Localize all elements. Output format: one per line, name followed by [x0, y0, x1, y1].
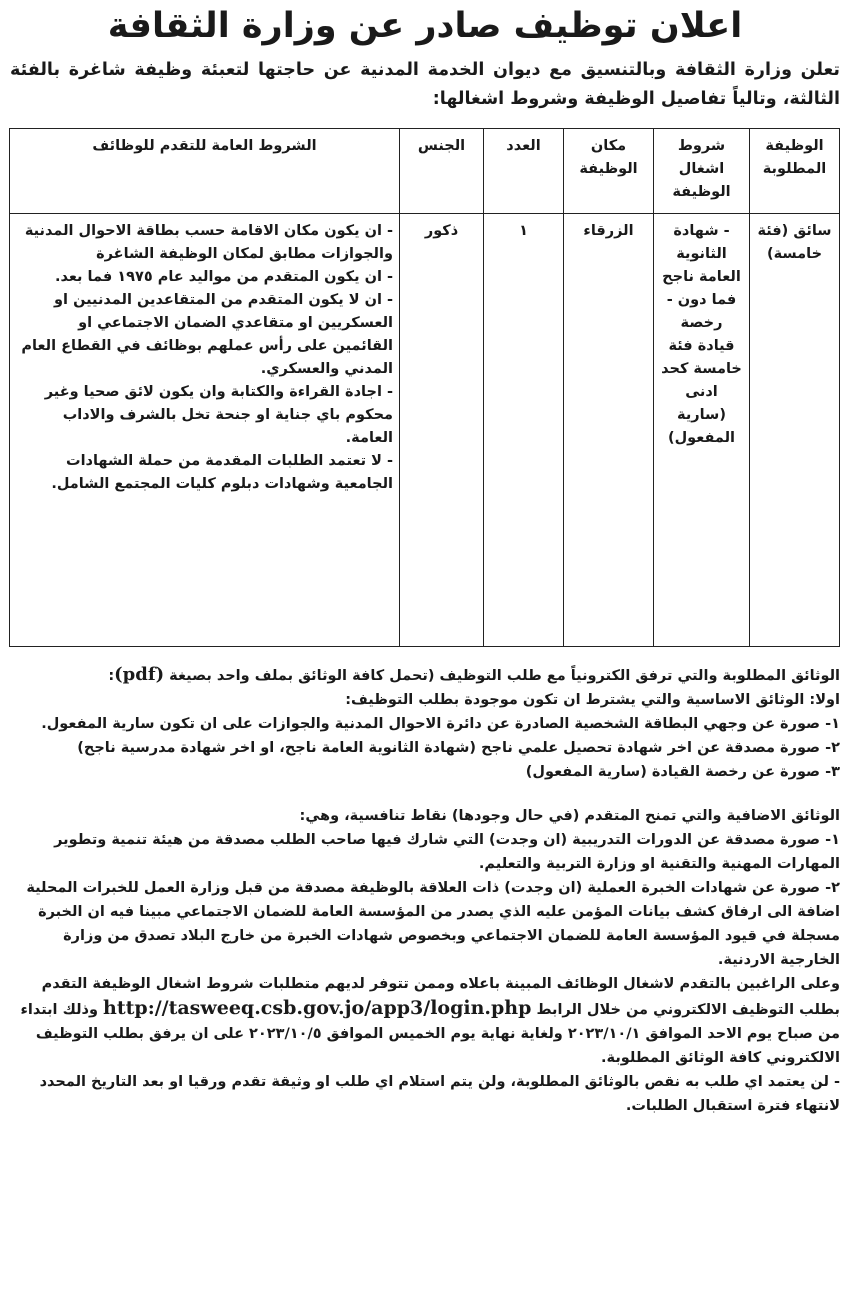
apply-dates-text: وذلك ابتداء من صباح يوم الاحد الموافق ٢٠٢٣/١٠/١ ولغاية نهاية يوم الخميس الموافق ٢٠٢٣/١٠/٥ على ان يرفق بطلب التوظيف الالكتروني كافة الوثائق المطلوبة. [20, 1002, 840, 1066]
general-condition-item: - ان يكون مكان الاقامة حسب بطاقة الاحوال المدنية والجوازات مطابق لمكان الوظيفة الشاغرة [24, 223, 393, 262]
cell-gender: ذكور [400, 214, 484, 647]
header-conditions: شروط اشغال الوظيفة [654, 129, 750, 214]
cell-conditions: - شهادة الثانوية العامة ناجح فما دون - رخصة قيادة فئة خامسة كحد ادنى (سارية المفعول) [654, 214, 750, 647]
required-docs-text: الوثائق المطلوبة والتي ترفق الكترونياً مع طلب التوظيف (تحمل كافة الوثائق بملف واحد بصيغة [169, 668, 840, 684]
header-job: الوظيفة المطلوبة [750, 129, 840, 214]
final-note: - لن يعتمد اي طلب به نقص بالوثائق المطلوبة، ولن يتم استلام اي طلب او وثيقة تقدم ورقيا او بعد التاريخ المحدد لانتهاء فترة استقبال الطلبات. [39, 1074, 840, 1114]
cell-job: سائق (فئة خامسة) [750, 214, 840, 647]
general-condition-item: - لا تعتمد الطلبات المقدمة من حملة الشهادات الجامعية وشهادات دبلوم كليات المجتمع الشامل. [51, 453, 393, 492]
table-row [10, 214, 840, 647]
header-count: العدد [484, 129, 564, 214]
header-location: مكان الوظيفة [564, 129, 654, 214]
cell-general-conditions [10, 214, 400, 647]
apply-text: وعلى الراغبين بالتقدم لاشغال الوظائف المبينة باعلاه وممن تتوفر لديهم متطلبات شروط اشغال الوظيفة التقدم بطلب التوظيف الالكتروني من خلال الرابط [41, 976, 840, 1018]
page-title: اعلان توظيف صادر عن وزارة الثقافة [107, 6, 743, 46]
basic-doc-item: ٣- صورة عن رخصة القيادة (سارية المفعول) [525, 764, 840, 780]
pdf-format: (pdf) [114, 664, 165, 685]
apply-paragraph [10, 972, 840, 1070]
basic-docs-intro: اولا: الوثائق الاساسية والتي يشترط ان تكون موجودة بطلب التوظيف: [345, 692, 840, 708]
cell-count: ١ [484, 214, 564, 647]
jobs-table [9, 128, 840, 647]
extra-docs-intro: الوثائق الاضافية والتي تمنح المتقدم (في حال وجودها) نقاط تنافسية، وهي: [299, 808, 840, 824]
basic-doc-item: ١- صورة عن وجهي البطاقة الشخصية الصادرة عن دائرة الاحوال المدنية والجوازات على ان تكون سارية المفعول. [41, 716, 840, 732]
required-docs-intro [10, 663, 840, 688]
table-header-row [10, 129, 840, 214]
intro-paragraph: تعلن وزارة الثقافة وبالتنسيق مع ديوان الخدمة المدنية عن حاجتها لتعبئة وظيفة شاغرة بالفئة الثالثة، وتالياً تفاصيل الوظيفة وشروط اشغالها: [10, 60, 840, 109]
general-condition-item: - ان لا يكون المتقدم من المتقاعدين المدنيين او العسكريين او متقاعدي الضمان الاجتماعي او القائمين على رأس عملهم بوظائف في القطاع العام المدني والعسكري. [21, 292, 393, 377]
cell-location: الزرقاء [564, 214, 654, 647]
application-link[interactable]: http://tasweeq.csb.gov.jo/app3/login.php [103, 997, 532, 1019]
documents-section [10, 663, 840, 1118]
general-condition-item: - اجادة القراءة والكتابة وان يكون لائق صحيا وغير محكوم باي جناية او جنحة تخل بالشرف والاداب العامة. [44, 384, 393, 446]
header-general-conditions: الشروط العامة للتقدم للوظائف [10, 129, 400, 214]
extra-doc-item: ٢- صورة عن شهادات الخبرة العملية (ان وجدت) ذات العلاقة بالوظيفة مصدقة من قبل وزارة العمل للخبرات المحلية اضافة الى ارفاق كشف بيانات المؤمن عليه الذي يصدر من المؤسسة العامة للضمان الاجتماعي مبينا فيه ان الخبرة مسجلة في قيود المؤسسة العامة للضمان الاجتماعي وبخصوص شهادات الخبرة من خارج البلاد تصدق من وزارة الخارجية الاردنية. [26, 880, 840, 968]
required-docs-colon: : [108, 668, 115, 684]
header-gender: الجنس [400, 129, 484, 214]
extra-doc-item: ١- صورة مصدقة عن الدورات التدريبية (ان وجدت) التي شارك فيها صاحب الطلب مصدقة من هيئة تنمية وتطوير المهارات المهنية والتقنية او وزارة التربية والتعليم. [54, 832, 840, 872]
general-condition-item: - ان يكون المتقدم من مواليد عام ١٩٧٥ فما بعد. [54, 269, 393, 285]
basic-doc-item: ٢- صورة مصدقة عن اخر شهادة تحصيل علمي ناجح (شهادة الثانوية العامة ناجح، او اخر شهادة مدرسية ناجح) [77, 740, 840, 756]
